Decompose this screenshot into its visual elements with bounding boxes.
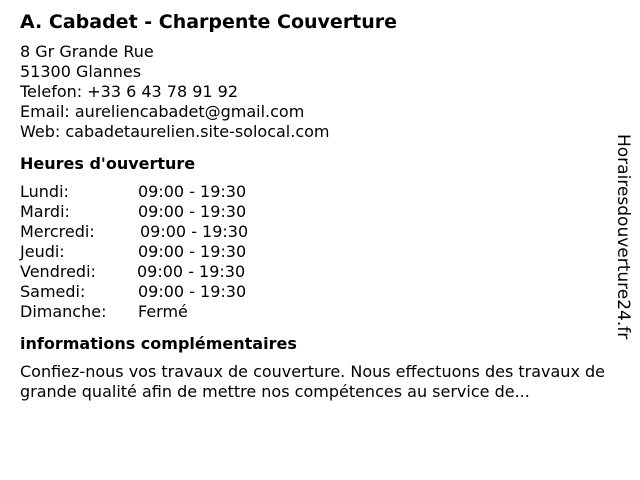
- address-line-2: 51300 Glannes: [20, 62, 142, 81]
- hours-day: Dimanche:: [20, 302, 107, 321]
- hours-time: 09:00 - 19:30: [137, 262, 246, 281]
- hours-time: Fermé: [138, 302, 188, 321]
- address-line-1: 8 Gr Grande Rue: [20, 42, 154, 61]
- web-line: Web: cabadetaurelien.site-solocal.com: [20, 122, 330, 141]
- hours-day: Samedi:: [20, 282, 86, 301]
- hours-row-mardi: [20, 202, 620, 222]
- hours-time: 09:00 - 19:30: [138, 202, 247, 221]
- watermark-text: Horairesdouverture24.fr: [613, 134, 633, 340]
- hours-time: 09:00 - 19:30: [140, 222, 249, 241]
- hours-row-jeudi: [20, 242, 620, 262]
- watermark: [603, 134, 640, 344]
- hours-day: Vendredi:: [20, 262, 96, 281]
- business-name: A. Cabadet - Charpente Couverture: [20, 11, 398, 33]
- hours-table: [20, 182, 620, 322]
- hours-time: 09:00 - 19:30: [138, 182, 247, 201]
- hours-heading: Heures d'ouverture: [20, 154, 196, 173]
- hours-day: Mercredi:: [20, 222, 95, 241]
- hours-day: Mardi:: [20, 202, 70, 221]
- info-description: Confiez-nous vos travaux de couverture. Nous effectuons des travaux de grande qualité afin de mettre nos compétences au service de...: [20, 362, 605, 401]
- business-card: [20, 10, 620, 402]
- hours-day: Lundi:: [20, 182, 69, 201]
- hours-day: Jeudi:: [20, 242, 65, 261]
- email-line: Email: aureliencabadet@gmail.com: [20, 102, 305, 121]
- hours-time: 09:00 - 19:30: [138, 242, 247, 261]
- hours-row-mercredi: [20, 222, 620, 242]
- hours-time: 09:00 - 19:30: [138, 282, 247, 301]
- hours-row-dimanche: [20, 302, 620, 322]
- hours-row-samedi: [20, 282, 620, 302]
- hours-row-lundi: [20, 182, 620, 202]
- hours-row-vendredi: [20, 262, 620, 282]
- info-heading: informations complémentaires: [20, 334, 297, 353]
- phone-line: Telefon: +33 6 43 78 91 92: [20, 82, 239, 101]
